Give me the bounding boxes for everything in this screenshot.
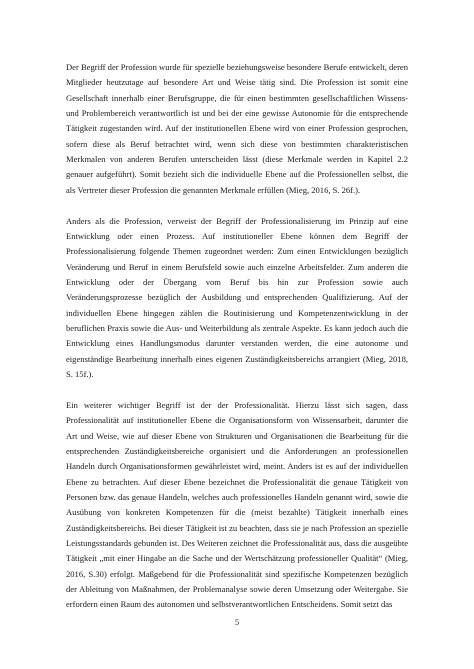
page-number: 5 bbox=[234, 617, 240, 627]
paragraph-professionalisierung: Anders als die Profession, verweist der Begriff der Professionalisierung im Prinzip auf eine Entwicklung oder einen Prozess. Auf institutioneller Ebene können dem Begriff der Professionalisierung folgende Themen zugeordnet werden: Zum einen Entwicklungen bezüglich Veränderung und Beruf in einem Berufsfeld sowie auch einzelne Arbeitsfelder. Zum anderen die Entwicklung oder der Übergang vom Beruf bis hin zur Profession sowie auch Veränderungsprozesse bezüglich der Ausbildung und entsprechenden Qualifizierung. Auf der individuellen Ebene hingegen zählen die Routinisierung und Kompetenzentwicklung in der beruflichen Praxis sowie die Aus- und Weiterbildung als zentrale Aspekte. Es kann jedoch auch die Entwicklung eines Handlungsmodus darunter verstanden werden, die eine autonome und eigenständige Bearbeitung innerhalb eines eigenen Zuständigkeitsbereichs arrangiert (Mieg, 2018, S. 15f.). bbox=[66, 215, 408, 380]
paragraph-professionalitaet: Ein weiterer wichtiger Begriff ist der der Professionalität. Hierzu lässt sich sagen, dass Professionalität auf institutioneller Ebene die Organisationsform von Wissensarbeit, darunter die Art und Weise, wie auf dieser Ebene von Strukturen und Organisationen die Bearbeitung für die entsprechenden Zuständigkeitsbereiche organisiert und die Anforderungen an professionellen Handeln durch Organisationsformen gewährleistet wird, meint. Anders ist es auf der individuellen Ebene zu betrachten. Auf dieser Ebene bezeichnet die Professionalität die genaue Tätigkeit von Personen bzw. das genaue Handeln, welches auch professionelles Handeln genannt wird, sowie die Ausübung von konkreten Kompetenzen für die (meist bezahlte) Tätigkeit innerhalb eines Zuständigkeitsbereichs. Bei dieser Tätigkeit ist zu beachten, dass sie je nach Profession an spezielle Leistungsstandards gebunden ist. Des Weiteren zeichnet die Professionalität aus, dass die ausgeübte Tätigkeit „mit einer Hingabe an die Sache und der Wertschätzung professioneller Qualität“ (Mieg, 2016, S.30) erfolgt. Maßgebend für die Professionalität sind spezifische Kompetenzen bezüglich der Ableitung von Maßnahmen, der Problemanalyse sowie deren Umsetzung oder Weitergabe. Sie erfordern einen Raum des autonomen und selbstverantwortlichen Entscheidens. Somit setzt das bbox=[66, 399, 408, 610]
paragraph-profession: Der Begriff der Profession wurde für spezielle beziehungsweise besondere Berufe entwickelt, deren Mitglieder heutzutage auf besondere Art und Weise tätig sind. Die Profession ist somit eine Gesellschaft innerhalb einer Berufsgruppe, die für einen bestimmten gesellschaftlichen Wissens- und Problembereich verantwortlich ist und bei der eine gewisse Autonomie für die entsprechende Tätigkeit zugestanden wird. Auf der institutionellen Ebene wird von einer Profession gesprochen, sofern diese als Beruf betrachtet wird, wenn sich diese von bestimmten charakteristischen Merkmalen von anderen Berufen unterscheiden lässt (diese Merkmale werden in Kapitel 2.2 genauer aufgeführt). Somit bezieht sich die individuelle Ebene auf die Professionellen selbst, die als Vertreter dieser Profession die genannten Merkmale erfüllen (Mieg, 2016, S. 26f.). bbox=[66, 62, 408, 195]
